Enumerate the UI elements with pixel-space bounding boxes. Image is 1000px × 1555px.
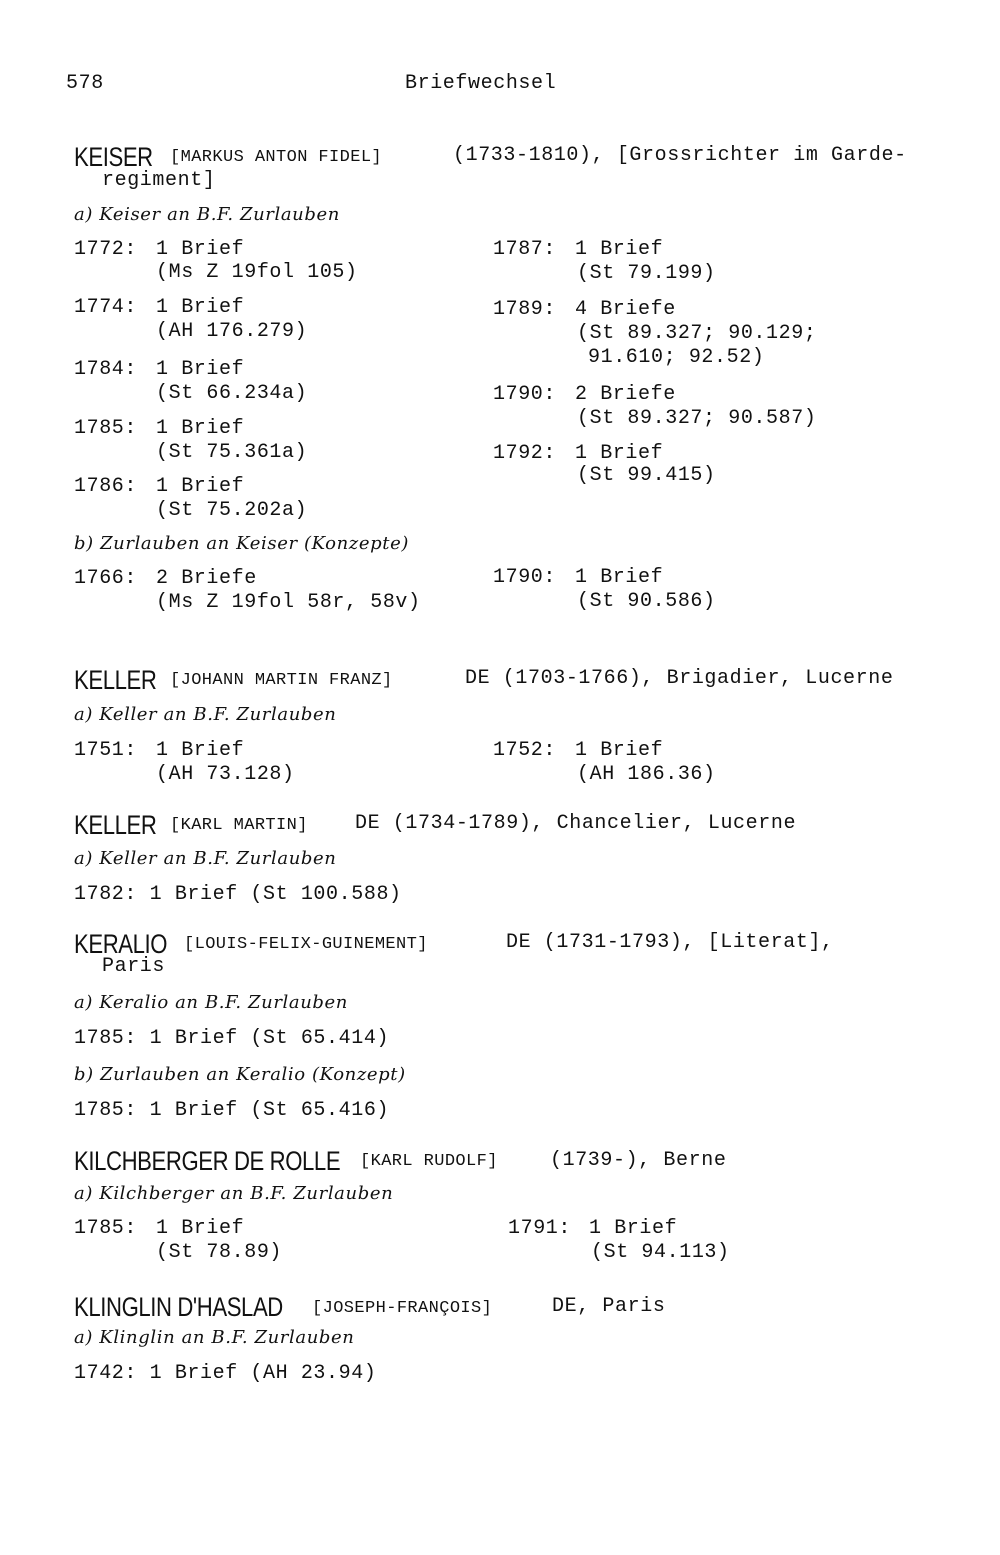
archive-reference: (St 99.415) <box>577 464 716 487</box>
entry-details: DE (1734-1789), Chancelier, Lucerne <box>355 812 797 835</box>
section-heading: a) Kilchberger an B.F. Zurlauben <box>74 1183 394 1204</box>
section-heading: a) Klinglin an B.F. Zurlauben <box>74 1327 355 1348</box>
entry-details: DE (1703-1766), Brigadier, Lucerne <box>465 667 894 690</box>
letter-count: 1 Brief <box>575 566 664 589</box>
letter-count: 1 Brief <box>575 238 664 261</box>
archive-reference: (AH 73.128) <box>156 763 295 786</box>
letter-year: 1752: <box>493 739 557 762</box>
entry-details-cont: regiment] <box>102 169 216 192</box>
letter-year: 1784: <box>74 358 138 381</box>
section-heading: a) Keller an B.F. Zurlauben <box>74 704 337 725</box>
letter-count: 1 Brief <box>156 739 245 762</box>
entry-forenames: [KARL RUDOLF] <box>360 1152 498 1171</box>
letter-year: 1787: <box>493 238 557 261</box>
section-heading: a) Keller an B.F. Zurlauben <box>74 848 337 869</box>
section-heading: a) Keiser an B.F. Zurlauben <box>74 204 340 225</box>
letter-line: 1742: 1 Brief (AH 23.94) <box>74 1362 377 1385</box>
letter-year: 1790: <box>493 566 557 589</box>
section-heading: b) Zurlauben an Keiser (Konzepte) <box>74 533 409 554</box>
page-title: Briefwechsel <box>405 72 557 95</box>
section-heading: b) Zurlauben an Keralio (Konzept) <box>74 1064 406 1085</box>
letter-count: 1 Brief <box>589 1217 678 1240</box>
entry-name: KEISER <box>74 142 153 172</box>
archive-reference: (St 79.199) <box>577 262 716 285</box>
archive-reference: (St 90.586) <box>577 590 716 613</box>
archive-reference: (Ms Z 19fol 58r, 58v) <box>156 591 421 614</box>
letter-year: 1789: <box>493 298 557 321</box>
archive-reference: (St 89.327; 90.129; <box>577 322 817 345</box>
archive-reference: (St 89.327; 90.587) <box>577 407 817 430</box>
letter-line: 1782: 1 Brief (St 100.588) <box>74 883 402 906</box>
letter-count: 2 Briefe <box>156 567 257 590</box>
entry-name: KERALIO <box>74 929 168 959</box>
letter-year: 1791: <box>508 1217 572 1240</box>
letter-line: 1785: 1 Brief (St 65.414) <box>74 1027 390 1050</box>
archive-reference: (St 66.234a) <box>156 382 308 405</box>
entry-name: KLINGLIN D'HASLAD <box>74 1292 283 1322</box>
letter-count: 1 Brief <box>156 358 245 381</box>
entry-details: DE, Paris <box>552 1295 666 1318</box>
archive-reference: (AH 176.279) <box>156 320 308 343</box>
entry-name: KILCHBERGER DE ROLLE <box>74 1146 341 1176</box>
letter-count: 4 Briefe <box>575 298 676 321</box>
letter-year: 1790: <box>493 383 557 406</box>
entry-details: DE (1731-1793), [Literat], <box>506 931 834 954</box>
letter-year: 1785: <box>74 417 138 440</box>
letter-year: 1792: <box>493 442 557 465</box>
letter-count: 1 Brief <box>156 475 245 498</box>
letter-count: 1 Brief <box>156 1217 245 1240</box>
letter-line: 1785: 1 Brief (St 65.416) <box>74 1099 390 1122</box>
entry-details: (1733-1810), [Grossrichter im Garde- <box>453 144 907 167</box>
entry-forenames: [JOSEPH-FRANÇOIS] <box>312 1299 493 1318</box>
letter-count: 1 Brief <box>575 739 664 762</box>
letter-count: 1 Brief <box>575 442 664 465</box>
letter-year: 1785: <box>74 1217 138 1240</box>
archive-reference: (Ms Z 19fol 105) <box>156 261 358 284</box>
entry-forenames: [KARL MARTIN] <box>170 816 308 835</box>
entry-forenames: [LOUIS-FELIX-GUINEMENT] <box>184 935 428 954</box>
letter-count: 1 Brief <box>156 238 245 261</box>
archive-reference: (St 78.89) <box>156 1241 283 1264</box>
letter-year: 1766: <box>74 567 138 590</box>
entry-name: KELLER <box>74 665 157 695</box>
page-number: 578 <box>66 72 104 95</box>
section-heading: a) Keralio an B.F. Zurlauben <box>74 992 348 1013</box>
archive-reference: (St 75.361a) <box>156 441 308 464</box>
entry-forenames: [JOHANN MARTIN FRANZ] <box>170 671 393 690</box>
letter-year: 1774: <box>74 296 138 319</box>
letter-year: 1786: <box>74 475 138 498</box>
letter-year: 1772: <box>74 238 138 261</box>
letter-count: 2 Briefe <box>575 383 676 406</box>
entry-details: (1739-), Berne <box>550 1149 727 1172</box>
letter-count: 1 Brief <box>156 417 245 440</box>
entry-name: KELLER <box>74 810 157 840</box>
archive-reference: (AH 186.36) <box>577 763 716 786</box>
entry-forenames: [MARKUS ANTON FIDEL] <box>170 148 383 167</box>
archive-reference: (St 75.202a) <box>156 499 308 522</box>
archive-reference: (St 94.113) <box>591 1241 730 1264</box>
letter-count: 1 Brief <box>156 296 245 319</box>
letter-year: 1751: <box>74 739 138 762</box>
archive-reference-cont: 91.610; 92.52) <box>588 346 765 369</box>
entry-details-cont: Paris <box>102 955 166 978</box>
